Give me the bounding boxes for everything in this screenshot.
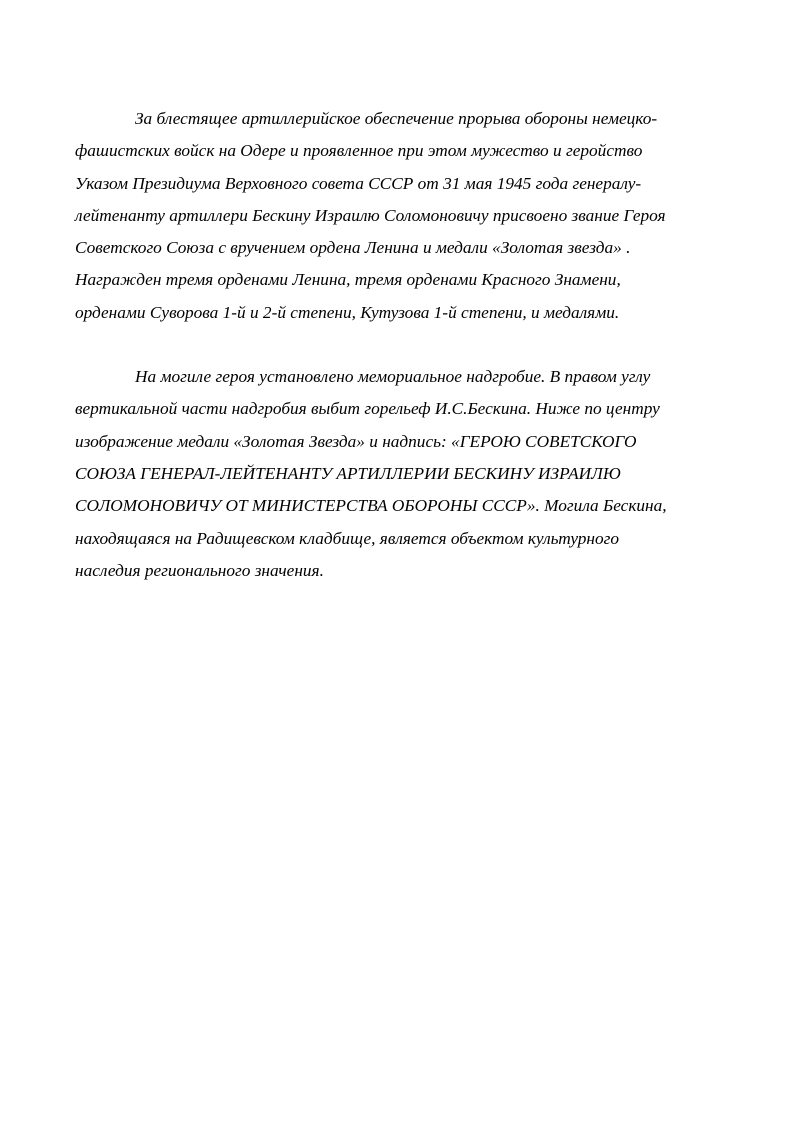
text-line: Награжден тремя орденами Ленина, тремя орденами Красного Знамени, (75, 270, 621, 290)
text-line: СОЛОМОНОВИЧУ ОТ МИНИСТЕРСТВА ОБОРОНЫ СССР». Могила Бескина, (75, 496, 667, 516)
text-line: фашистских войск на Одере и проявленное при этом мужество и геройство (75, 141, 643, 161)
text-line: вертикальной части надгробия выбит горельеф И.С.Бескина. Ниже по центру (75, 399, 660, 419)
text-line: СОЮЗА ГЕНЕРАЛ-ЛЕЙТЕНАНТУ АРТИЛЛЕРИИ БЕСКИНУ ИЗРАИЛЮ (75, 463, 621, 483)
paragraph-award (75, 103, 720, 329)
document-body (75, 103, 720, 587)
text-line: лейтенанту артиллери Бескину Израилю Соломоновичу присвоено звание Героя (75, 205, 666, 225)
paragraph-memorial (75, 361, 720, 587)
text-line: орденами Суворова 1-й и 2-й степени, Кутузова 1-й степени, и медалями. (75, 302, 620, 322)
text-line: находящаяся на Радищевском кладбище, является объектом культурного (75, 528, 620, 548)
text-line: наследия регионального значения. (75, 560, 324, 580)
text-line: За блестящее артиллерийское обеспечение прорыва обороны немецко- (135, 109, 658, 128)
text-line: Указом Президиума Верховного совета СССР от 31 мая 1945 года генералу- (75, 173, 642, 193)
text-line: Советского Союза с вручением ордена Ленина и медали «Золотая звезда» . (75, 238, 631, 258)
text-line: изображение медали «Золотая Звезда» и надпись: «ГЕРОЮ СОВЕТСКОГО (75, 431, 637, 451)
text-line: На могиле героя установлено мемориальное надгробие. В правом углу (135, 367, 651, 387)
